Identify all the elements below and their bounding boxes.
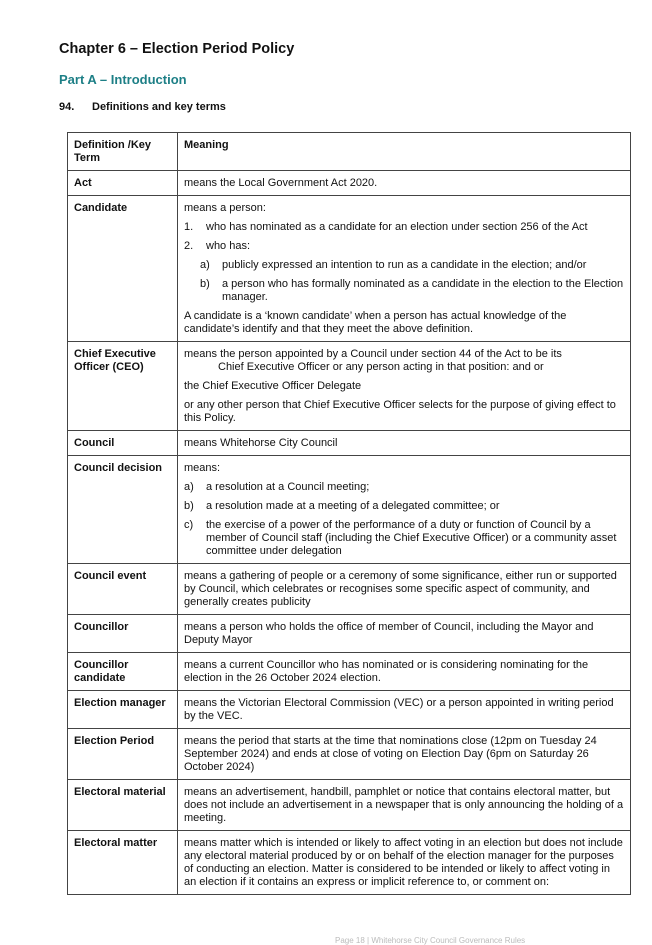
meaning-candidate	[178, 196, 631, 342]
table-row	[68, 729, 631, 780]
table-row	[68, 780, 631, 831]
header-meaning: Meaning	[178, 133, 631, 171]
list-text: a resolution made at a meeting of a delegated committee; or	[206, 500, 500, 512]
ceo-line1-cont: Chief Executive Officer or any person acting in that position: and or	[218, 361, 544, 373]
list-text: a resolution at a Council meeting;	[206, 481, 370, 493]
term-council-decision: Council decision	[68, 456, 178, 564]
meaning-council: means Whitehorse City Council	[178, 431, 631, 456]
table-row	[68, 653, 631, 691]
list-marker: 1.	[184, 221, 194, 233]
list-text: who has nominated as a candidate for an election under section 256 of the Act	[206, 221, 588, 233]
table-row	[68, 564, 631, 615]
list-text: who has:	[206, 240, 251, 252]
list-text: a person who has formally nominated as a candidate in the election to the Election manager.	[222, 278, 624, 303]
table-row	[68, 691, 631, 729]
meaning-councillor-candidate: means a current Councillor who has nominated or is considering nominating for the election in the 26 October 2024 election.	[178, 653, 631, 691]
candidate-intro: means a person:	[184, 202, 266, 214]
list-item	[184, 278, 624, 304]
term-electoral-material: Electoral material	[68, 780, 178, 831]
meaning-act: means the Local Government Act 2020.	[178, 171, 631, 196]
meaning-electoral-material: means an advertisement, handbill, pamphlet or notice that contains electoral matter, but does not include an advertisement in a newspaper that is only announcing the holding of a meeting.	[178, 780, 631, 831]
term-candidate: Candidate	[68, 196, 178, 342]
ceo-line2: the Chief Executive Officer Delegate	[184, 380, 362, 392]
ceo-line1-text: means the person appointed by a Council under section 44 of the Act to be its	[184, 348, 562, 360]
meaning-ceo	[178, 342, 631, 431]
list-item	[184, 240, 624, 253]
table-row	[68, 171, 631, 196]
term-councillor-candidate: Councillor candidate	[68, 653, 178, 691]
table-row	[68, 456, 631, 564]
meaning-election-manager: means the Victorian Electoral Commission (VEC) or a person appointed in writing period by the VEC.	[178, 691, 631, 729]
term-council-event: Council event	[68, 564, 178, 615]
table-row	[68, 431, 631, 456]
term-election-manager: Election manager	[68, 691, 178, 729]
list-text: publicly expressed an intention to run as a candidate in the election; and/or	[222, 259, 587, 271]
section-title: Definitions and key terms	[92, 101, 226, 113]
meaning-council-decision	[178, 456, 631, 564]
table-row	[68, 196, 631, 342]
section-number: 94.	[59, 101, 75, 113]
list-item	[184, 481, 624, 494]
meaning-council-event: means a gathering of people or a ceremony of some significance, either run or supported by Council, which celebrates or recognises some specific aspect of community, and generally creates publicity	[178, 564, 631, 615]
table-row	[68, 831, 631, 895]
list-item	[184, 259, 624, 272]
list-marker: b)	[184, 500, 194, 512]
ceo-line3: or any other person that Chief Executive Officer selects for the purpose of giving effect to this Policy.	[184, 399, 616, 424]
table-row	[68, 615, 631, 653]
list-item	[184, 221, 624, 234]
list-marker: a)	[184, 481, 194, 493]
term-council: Council	[68, 431, 178, 456]
list-text: the exercise of a power of the performance of a duty or function of Council by a member of Council staff (including the Chief Executive Officer) or a community asset committee under delegation	[206, 519, 617, 557]
header-term: Definition /Key Term	[68, 133, 178, 171]
page-footer: Page 18 | Whitehorse City Council Governance Rules	[335, 936, 526, 945]
term-councillor: Councillor	[68, 615, 178, 653]
term-ceo: Chief Executive Officer (CEO)	[68, 342, 178, 431]
list-marker: a)	[200, 259, 210, 271]
definitions-table	[67, 132, 631, 895]
term-election-period: Election Period	[68, 729, 178, 780]
table-row	[68, 342, 631, 431]
section-heading	[59, 101, 226, 113]
council-decision-intro: means:	[184, 462, 221, 474]
list-item	[184, 519, 624, 558]
term-electoral-matter: Electoral matter	[68, 831, 178, 895]
meaning-election-period: means the period that starts at the time that nominations close (12pm on Tuesday 24 September 2024) and ends at close of voting on Election Day (6pm on Saturday 26 October 2024)	[178, 729, 631, 780]
part-title: Part A – Introduction	[59, 72, 187, 87]
meaning-councillor: means a person who holds the office of member of Council, including the Mayor and Deputy Mayor	[178, 615, 631, 653]
term-act: Act	[68, 171, 178, 196]
list-marker: b)	[200, 278, 210, 290]
candidate-outro: A candidate is a ‘known candidate’ when a person has actual knowledge of the candidate’s identify and that they meet the above definition.	[184, 310, 567, 335]
list-marker: c)	[184, 519, 194, 531]
list-item	[184, 500, 624, 513]
table-header-row	[68, 133, 631, 171]
ceo-line1	[184, 348, 624, 374]
meaning-electoral-matter: means matter which is intended or likely to affect voting in an election but does not include any electoral material produced by or on behalf of the election manager for the purposes of conducting an election. Matter is considered to be intended or likely to affect voting in an election if it contains an express or implicit reference to, or comment on:	[178, 831, 631, 895]
list-marker: 2.	[184, 240, 194, 252]
chapter-title: Chapter 6 – Election Period Policy	[59, 41, 295, 57]
